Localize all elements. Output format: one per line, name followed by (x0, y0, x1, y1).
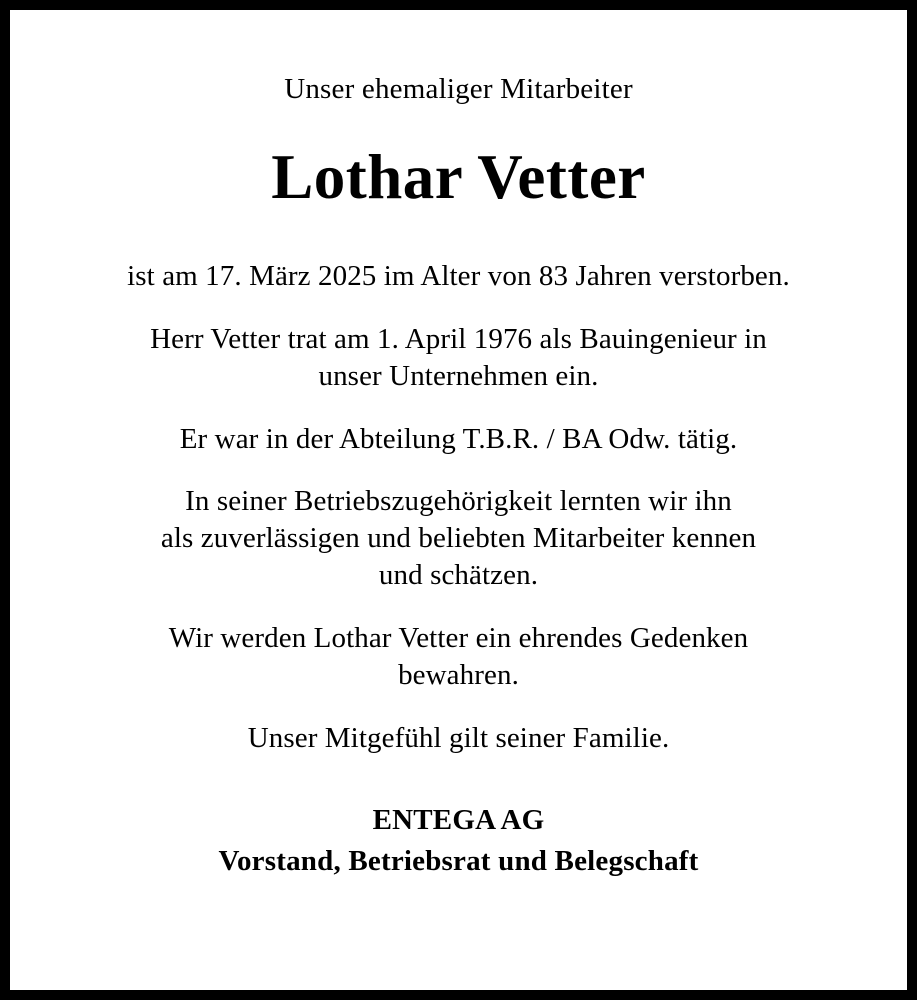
paragraph-line: Unser Mitgefühl gilt seiner Familie. (247, 721, 670, 754)
paragraph-line: Herr Vetter trat am 1. April 1976 als Bauingenieur in (150, 322, 767, 355)
paragraph-line: als zuverlässigen und beliebten Mitarbeiter kennen (160, 522, 757, 555)
paragraph-line: Er war in der Abteilung T.B.R. / BA Odw. tätig. (179, 422, 738, 455)
paragraph-remembrance (169, 620, 748, 694)
paragraph-line: und schätzen. (378, 559, 539, 592)
paragraph-condolence (248, 720, 670, 757)
paragraph-line: In seiner Betriebszugehörigkeit lernten wir ihn (185, 485, 732, 518)
paragraph-department (180, 421, 738, 458)
paragraph-line: ist am 17. März 2025 im Alter von 83 Jahren verstorben. (127, 260, 790, 293)
paragraph-line: unser Unternehmen ein. (318, 359, 599, 392)
signature-company: ENTEGA AG (372, 804, 545, 837)
paragraph-tribute (161, 483, 756, 593)
obituary-body (44, 258, 873, 756)
obituary-content (10, 10, 907, 990)
paragraph-death-announcement (127, 258, 790, 295)
deceased-name: Lothar Vetter (271, 141, 646, 212)
signature-block (219, 800, 699, 881)
paragraph-line: bewahren. (398, 658, 519, 691)
paragraph-line: Wir werden Lothar Vetter ein ehrendes Gedenken (168, 621, 749, 654)
paragraph-employment-start (150, 321, 767, 395)
signature-signatories: Vorstand, Betriebsrat und Belegschaft (218, 844, 699, 877)
intro-line: Unser ehemaliger Mitarbeiter (284, 73, 633, 105)
